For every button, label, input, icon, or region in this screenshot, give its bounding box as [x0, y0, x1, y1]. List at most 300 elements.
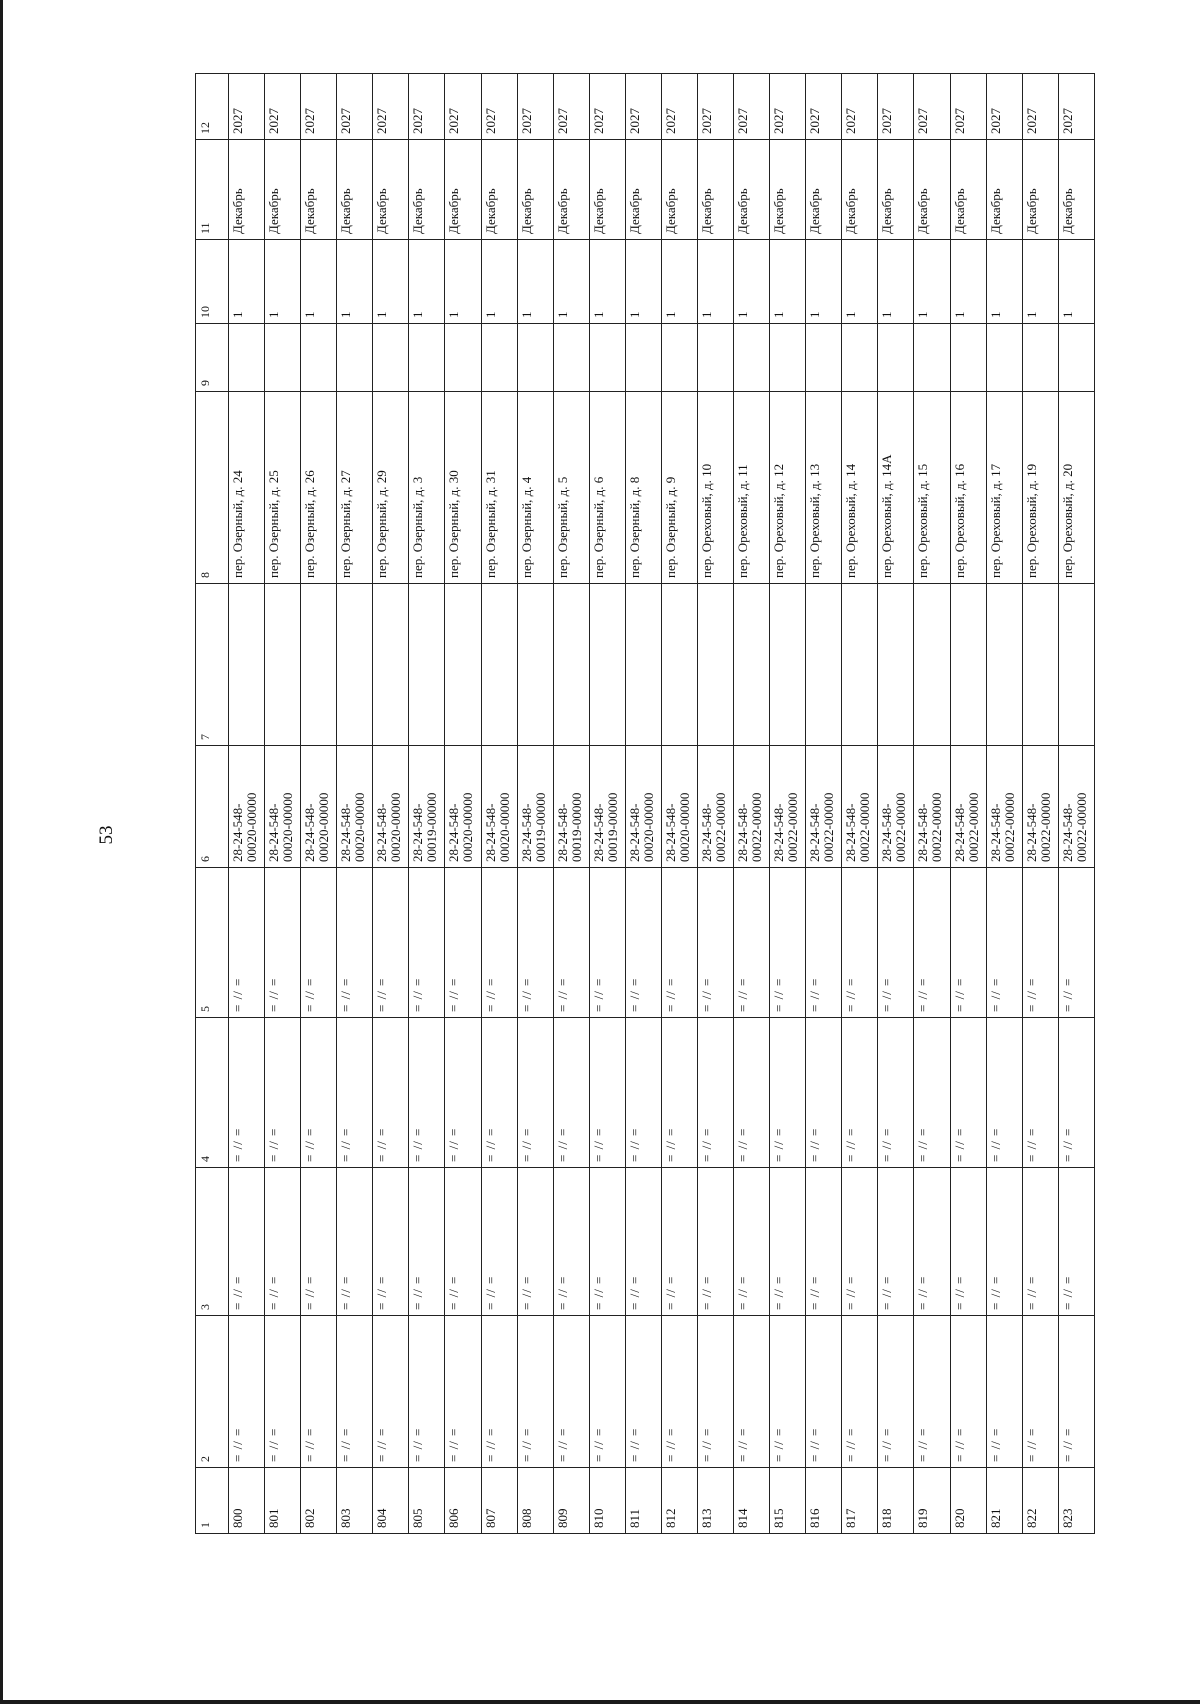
ditto-cell-col2: = // = — [301, 1316, 337, 1468]
month-cell: Декабрь — [842, 140, 878, 240]
code-prefix: 28-24-548- — [554, 803, 570, 862]
count-cell: 1 — [986, 240, 1022, 324]
ditto-cell-col3: = // = — [842, 1168, 878, 1316]
ditto-cell-col4: = // = — [409, 1018, 445, 1168]
column-header-9: 9 — [196, 324, 229, 392]
row-number-cell: 812 — [661, 1468, 697, 1534]
ditto-cell-col3: = // = — [878, 1168, 914, 1316]
address-cell: пер. Ореховый, д. 11 — [734, 392, 770, 584]
table-row — [770, 74, 806, 1534]
code-prefix: 28-24-548- — [374, 803, 390, 862]
table-row — [589, 74, 625, 1534]
month-cell: Декабрь — [265, 140, 301, 240]
code-prefix: 28-24-548- — [410, 803, 426, 862]
address-cell: пер. Озерный, д. 4 — [517, 392, 553, 584]
table-row — [842, 74, 878, 1534]
count-cell: 1 — [878, 240, 914, 324]
table-row — [698, 74, 734, 1534]
month-cell: Декабрь — [301, 140, 337, 240]
cadastral-code-cell — [878, 746, 914, 868]
ditto-cell-col3: = // = — [950, 1168, 986, 1316]
cadastral-code-cell — [337, 746, 373, 868]
cadastral-code-cell — [950, 746, 986, 868]
ditto-cell-col2: = // = — [986, 1316, 1022, 1468]
row-number-cell: 810 — [589, 1468, 625, 1534]
ditto-cell-col2: = // = — [770, 1316, 806, 1468]
count-cell: 1 — [301, 240, 337, 324]
ditto-cell-col2: = // = — [481, 1316, 517, 1468]
ditto-cell-col3: = // = — [409, 1168, 445, 1316]
month-cell: Декабрь — [878, 140, 914, 240]
empty-cell-col7 — [517, 584, 553, 746]
cadastral-code-cell — [229, 746, 265, 868]
year-cell: 2027 — [481, 74, 517, 140]
code-suffix: 00020-00000 — [676, 792, 692, 862]
empty-cell-col9 — [373, 324, 409, 392]
ditto-cell-col2: = // = — [229, 1316, 265, 1468]
year-cell: 2027 — [1022, 74, 1058, 140]
ditto-cell-col5: = // = — [661, 868, 697, 1018]
month-cell: Декабрь — [517, 140, 553, 240]
row-number-cell: 802 — [301, 1468, 337, 1534]
row-number-cell: 800 — [229, 1468, 265, 1534]
column-header-5: 5 — [196, 868, 229, 1018]
ditto-cell-col2: = // = — [950, 1316, 986, 1468]
cadastral-code-cell — [481, 746, 517, 868]
address-cell: пер. Озерный, д. 3 — [409, 392, 445, 584]
code-suffix: 00022-00000 — [1001, 792, 1017, 862]
year-cell: 2027 — [265, 74, 301, 140]
empty-cell-col7 — [301, 584, 337, 746]
code-suffix: 00022-00000 — [893, 792, 909, 862]
address-cell: пер. Ореховый, д. 14А — [878, 392, 914, 584]
row-number-cell: 816 — [806, 1468, 842, 1534]
count-cell: 1 — [734, 240, 770, 324]
code-prefix: 28-24-548- — [735, 803, 751, 862]
address-cell: пер. Озерный, д. 8 — [625, 392, 661, 584]
column-header-1: 1 — [196, 1468, 229, 1534]
ditto-cell-col5: = // = — [445, 868, 481, 1018]
month-cell: Декабрь — [734, 140, 770, 240]
empty-cell-col9 — [914, 324, 950, 392]
ditto-cell-col4: = // = — [1058, 1018, 1094, 1168]
month-cell: Декабрь — [1022, 140, 1058, 240]
ditto-cell-col2: = // = — [445, 1316, 481, 1468]
code-suffix: 00022-00000 — [857, 792, 873, 862]
address-cell: пер. Озерный, д. 27 — [337, 392, 373, 584]
column-header-12: 12 — [196, 74, 229, 140]
empty-cell-col7 — [229, 584, 265, 746]
header-row — [196, 74, 229, 1534]
row-number-cell: 818 — [878, 1468, 914, 1534]
year-cell: 2027 — [734, 74, 770, 140]
ditto-cell-col4: = // = — [842, 1018, 878, 1168]
empty-cell-col7 — [842, 584, 878, 746]
year-cell: 2027 — [986, 74, 1022, 140]
year-cell: 2027 — [553, 74, 589, 140]
address-cell: пер. Озерный, д. 26 — [301, 392, 337, 584]
ditto-cell-col3: = // = — [625, 1168, 661, 1316]
cadastral-code-cell — [625, 746, 661, 868]
count-cell: 1 — [842, 240, 878, 324]
ditto-cell-col2: = // = — [734, 1316, 770, 1468]
empty-cell-col7 — [1058, 584, 1094, 746]
ditto-cell-col2: = // = — [698, 1316, 734, 1468]
ditto-cell-col4: = // = — [625, 1018, 661, 1168]
rotated-table-container — [195, 74, 1095, 1534]
year-cell: 2027 — [698, 74, 734, 140]
month-cell: Декабрь — [337, 140, 373, 240]
cadastral-code-cell — [661, 746, 697, 868]
table-row — [373, 74, 409, 1534]
year-cell: 2027 — [914, 74, 950, 140]
ditto-cell-col3: = // = — [734, 1168, 770, 1316]
empty-cell-col7 — [337, 584, 373, 746]
ditto-cell-col3: = // = — [553, 1168, 589, 1316]
ditto-cell-col5: = // = — [517, 868, 553, 1018]
code-prefix: 28-24-548- — [446, 803, 462, 862]
ditto-cell-col5: = // = — [986, 868, 1022, 1018]
code-prefix: 28-24-548- — [807, 803, 823, 862]
code-suffix: 00022-00000 — [821, 792, 837, 862]
empty-cell-col9 — [517, 324, 553, 392]
ditto-cell-col3: = // = — [517, 1168, 553, 1316]
empty-cell-col7 — [373, 584, 409, 746]
code-suffix: 00020-00000 — [316, 792, 332, 862]
ditto-cell-col2: = // = — [373, 1316, 409, 1468]
column-header-10: 10 — [196, 240, 229, 324]
table-row — [301, 74, 337, 1534]
year-cell: 2027 — [842, 74, 878, 140]
cadastral-code-cell — [734, 746, 770, 868]
row-number-cell: 821 — [986, 1468, 1022, 1534]
year-cell: 2027 — [229, 74, 265, 140]
ditto-cell-col5: = // = — [481, 868, 517, 1018]
ditto-cell-col5: = // = — [770, 868, 806, 1018]
count-cell: 1 — [589, 240, 625, 324]
code-suffix: 00020-00000 — [640, 792, 656, 862]
ditto-cell-col3: = // = — [445, 1168, 481, 1316]
month-cell: Декабрь — [445, 140, 481, 240]
year-cell: 2027 — [589, 74, 625, 140]
column-header-2: 2 — [196, 1316, 229, 1468]
empty-cell-col7 — [950, 584, 986, 746]
empty-cell-col7 — [914, 584, 950, 746]
count-cell: 1 — [409, 240, 445, 324]
month-cell: Декабрь — [914, 140, 950, 240]
count-cell: 1 — [481, 240, 517, 324]
empty-cell-col9 — [734, 324, 770, 392]
empty-cell-col7 — [589, 584, 625, 746]
empty-cell-col7 — [986, 584, 1022, 746]
row-number-cell: 813 — [698, 1468, 734, 1534]
empty-cell-col7 — [265, 584, 301, 746]
table-row — [229, 74, 265, 1534]
row-number-cell: 801 — [265, 1468, 301, 1534]
row-number-cell: 806 — [445, 1468, 481, 1534]
ditto-cell-col5: = // = — [698, 868, 734, 1018]
empty-cell-col9 — [409, 324, 445, 392]
page-number: 53 — [96, 825, 117, 845]
cadastral-code-cell — [265, 746, 301, 868]
row-number-cell: 814 — [734, 1468, 770, 1534]
ditto-cell-col3: = // = — [986, 1168, 1022, 1316]
table-row — [265, 74, 301, 1534]
ditto-cell-col4: = // = — [770, 1018, 806, 1168]
address-cell: пер. Озерный, д. 29 — [373, 392, 409, 584]
row-number-cell: 823 — [1058, 1468, 1094, 1534]
code-prefix: 28-24-548- — [338, 803, 354, 862]
empty-cell-col9 — [1022, 324, 1058, 392]
ditto-cell-col5: = // = — [229, 868, 265, 1018]
count-cell: 1 — [265, 240, 301, 324]
year-cell: 2027 — [878, 74, 914, 140]
cadastral-code-cell — [301, 746, 337, 868]
address-cell: пер. Ореховый, д. 15 — [914, 392, 950, 584]
address-cell: пер. Озерный, д. 5 — [553, 392, 589, 584]
code-prefix: 28-24-548- — [879, 803, 895, 862]
count-cell: 1 — [229, 240, 265, 324]
month-cell: Декабрь — [950, 140, 986, 240]
code-suffix: 00020-00000 — [280, 792, 296, 862]
ditto-cell-col5: = // = — [553, 868, 589, 1018]
cadastral-code-cell — [770, 746, 806, 868]
month-cell: Декабрь — [553, 140, 589, 240]
cadastral-code-cell — [589, 746, 625, 868]
row-number-cell: 807 — [481, 1468, 517, 1534]
table-row — [914, 74, 950, 1534]
ditto-cell-col3: = // = — [698, 1168, 734, 1316]
table-row — [986, 74, 1022, 1534]
month-cell: Декабрь — [661, 140, 697, 240]
row-number-cell: 805 — [409, 1468, 445, 1534]
code-suffix: 00019-00000 — [424, 792, 440, 862]
count-cell: 1 — [373, 240, 409, 324]
ditto-cell-col2: = // = — [589, 1316, 625, 1468]
empty-cell-col9 — [986, 324, 1022, 392]
cadastral-code-cell — [409, 746, 445, 868]
ditto-cell-col4: = // = — [553, 1018, 589, 1168]
month-cell: Декабрь — [770, 140, 806, 240]
ditto-cell-col5: = // = — [842, 868, 878, 1018]
year-cell: 2027 — [625, 74, 661, 140]
ditto-cell-col5: = // = — [734, 868, 770, 1018]
table-row — [806, 74, 842, 1534]
cadastral-code-cell — [1022, 746, 1058, 868]
month-cell: Декабрь — [481, 140, 517, 240]
ditto-cell-col2: = // = — [517, 1316, 553, 1468]
ditto-cell-col4: = // = — [806, 1018, 842, 1168]
ditto-cell-col2: = // = — [625, 1316, 661, 1468]
address-cell: пер. Ореховый, д. 13 — [806, 392, 842, 584]
cadastral-code-cell — [1058, 746, 1094, 868]
ditto-cell-col4: = // = — [698, 1018, 734, 1168]
ditto-cell-col3: = // = — [589, 1168, 625, 1316]
year-cell: 2027 — [373, 74, 409, 140]
empty-cell-col9 — [950, 324, 986, 392]
table-row — [553, 74, 589, 1534]
ditto-cell-col4: = // = — [986, 1018, 1022, 1168]
year-cell: 2027 — [1058, 74, 1094, 140]
ditto-cell-col2: = // = — [806, 1316, 842, 1468]
empty-cell-col7 — [878, 584, 914, 746]
ditto-cell-col3: = // = — [373, 1168, 409, 1316]
year-cell: 2027 — [409, 74, 445, 140]
empty-cell-col9 — [770, 324, 806, 392]
column-header-6: 6 — [196, 746, 229, 868]
code-suffix: 00020-00000 — [244, 792, 259, 862]
ditto-cell-col5: = // = — [625, 868, 661, 1018]
year-cell: 2027 — [517, 74, 553, 140]
empty-cell-col7 — [409, 584, 445, 746]
ditto-cell-col4: = // = — [589, 1018, 625, 1168]
ditto-cell-col2: = // = — [914, 1316, 950, 1468]
count-cell: 1 — [517, 240, 553, 324]
ditto-cell-col4: = // = — [265, 1018, 301, 1168]
code-suffix: 00019-00000 — [568, 792, 584, 862]
scan-edge-bottom — [0, 1700, 1200, 1704]
code-suffix: 00019-00000 — [532, 792, 548, 862]
ditto-cell-col5: = // = — [265, 868, 301, 1018]
code-suffix: 00020-00000 — [352, 792, 368, 862]
table-row — [661, 74, 697, 1534]
code-suffix: 00020-00000 — [388, 792, 404, 862]
column-header-4: 4 — [196, 1018, 229, 1168]
cadastral-code-cell — [698, 746, 734, 868]
code-suffix: 00022-00000 — [785, 792, 801, 862]
row-number-cell: 815 — [770, 1468, 806, 1534]
table-row — [1058, 74, 1094, 1534]
row-number-cell: 822 — [1022, 1468, 1058, 1534]
code-prefix: 28-24-548- — [1059, 803, 1075, 862]
column-header-8: 8 — [196, 392, 229, 584]
table-body — [229, 74, 1095, 1534]
ditto-cell-col3: = // = — [1058, 1168, 1094, 1316]
empty-cell-col9 — [806, 324, 842, 392]
cadastral-code-cell — [914, 746, 950, 868]
count-cell: 1 — [1058, 240, 1094, 324]
row-number-cell: 803 — [337, 1468, 373, 1534]
cadastral-code-cell — [517, 746, 553, 868]
ditto-cell-col3: = // = — [229, 1168, 265, 1316]
empty-cell-col9 — [337, 324, 373, 392]
row-number-cell: 808 — [517, 1468, 553, 1534]
count-cell: 1 — [445, 240, 481, 324]
address-cell: пер. Ореховый, д. 20 — [1058, 392, 1094, 584]
count-cell: 1 — [661, 240, 697, 324]
table-row — [950, 74, 986, 1534]
code-prefix: 28-24-548- — [1023, 803, 1039, 862]
table-row — [878, 74, 914, 1534]
empty-cell-col9 — [553, 324, 589, 392]
table-row — [517, 74, 553, 1534]
empty-cell-col9 — [878, 324, 914, 392]
ditto-cell-col4: = // = — [878, 1018, 914, 1168]
ditto-cell-col3: = // = — [770, 1168, 806, 1316]
column-header-11: 11 — [196, 140, 229, 240]
address-cell: пер. Озерный, д. 6 — [589, 392, 625, 584]
empty-cell-col9 — [265, 324, 301, 392]
ditto-cell-col4: = // = — [445, 1018, 481, 1168]
month-cell: Декабрь — [806, 140, 842, 240]
ditto-cell-col2: = // = — [1022, 1316, 1058, 1468]
cadastral-code-cell — [842, 746, 878, 868]
ditto-cell-col5: = // = — [1058, 868, 1094, 1018]
month-cell: Декабрь — [625, 140, 661, 240]
column-header-7: 7 — [196, 584, 229, 746]
code-prefix: 28-24-548- — [843, 803, 859, 862]
year-cell: 2027 — [301, 74, 337, 140]
ditto-cell-col4: = // = — [301, 1018, 337, 1168]
ditto-cell-col4: = // = — [373, 1018, 409, 1168]
ditto-cell-col5: = // = — [373, 868, 409, 1018]
code-suffix: 00019-00000 — [604, 792, 620, 862]
empty-cell-col7 — [661, 584, 697, 746]
code-prefix: 28-24-548- — [699, 803, 715, 862]
row-number-cell: 817 — [842, 1468, 878, 1534]
ditto-cell-col2: = // = — [1058, 1316, 1094, 1468]
address-cell: пер. Ореховый, д. 10 — [698, 392, 734, 584]
ditto-cell-col3: = // = — [337, 1168, 373, 1316]
code-prefix: 28-24-548- — [230, 803, 245, 862]
empty-cell-col7 — [625, 584, 661, 746]
ditto-cell-col2: = // = — [878, 1316, 914, 1468]
year-cell: 2027 — [337, 74, 373, 140]
count-cell: 1 — [914, 240, 950, 324]
ditto-cell-col4: = // = — [914, 1018, 950, 1168]
cadastral-code-cell — [445, 746, 481, 868]
count-cell: 1 — [553, 240, 589, 324]
ditto-cell-col4: = // = — [734, 1018, 770, 1168]
ditto-cell-col5: = // = — [914, 868, 950, 1018]
month-cell: Декабрь — [698, 140, 734, 240]
empty-cell-col9 — [842, 324, 878, 392]
empty-cell-col9 — [301, 324, 337, 392]
row-number-cell: 809 — [553, 1468, 589, 1534]
table-row — [1022, 74, 1058, 1534]
code-suffix: 00022-00000 — [749, 792, 765, 862]
year-cell: 2027 — [806, 74, 842, 140]
address-cell: пер. Озерный, д. 30 — [445, 392, 481, 584]
table-row — [445, 74, 481, 1534]
row-number-cell: 820 — [950, 1468, 986, 1534]
cadastral-code-cell — [553, 746, 589, 868]
ditto-cell-col5: = // = — [589, 868, 625, 1018]
empty-cell-col9 — [625, 324, 661, 392]
empty-cell-col9 — [1058, 324, 1094, 392]
ditto-cell-col4: = // = — [229, 1018, 265, 1168]
empty-cell-col7 — [481, 584, 517, 746]
code-prefix: 28-24-548- — [662, 803, 678, 862]
code-prefix: 28-24-548- — [771, 803, 787, 862]
code-suffix: 00022-00000 — [713, 792, 729, 862]
ditto-cell-col5: = // = — [806, 868, 842, 1018]
ditto-cell-col5: = // = — [1022, 868, 1058, 1018]
empty-cell-col9 — [589, 324, 625, 392]
ditto-cell-col3: = // = — [661, 1168, 697, 1316]
ditto-cell-col2: = // = — [337, 1316, 373, 1468]
ditto-cell-col5: = // = — [301, 868, 337, 1018]
empty-cell-col7 — [806, 584, 842, 746]
row-number-cell: 811 — [625, 1468, 661, 1534]
code-prefix: 28-24-548- — [518, 803, 534, 862]
ditto-cell-col3: = // = — [265, 1168, 301, 1316]
code-prefix: 28-24-548- — [951, 803, 967, 862]
row-number-cell: 804 — [373, 1468, 409, 1534]
table-row — [625, 74, 661, 1534]
cadastral-code-cell — [806, 746, 842, 868]
table-row — [409, 74, 445, 1534]
